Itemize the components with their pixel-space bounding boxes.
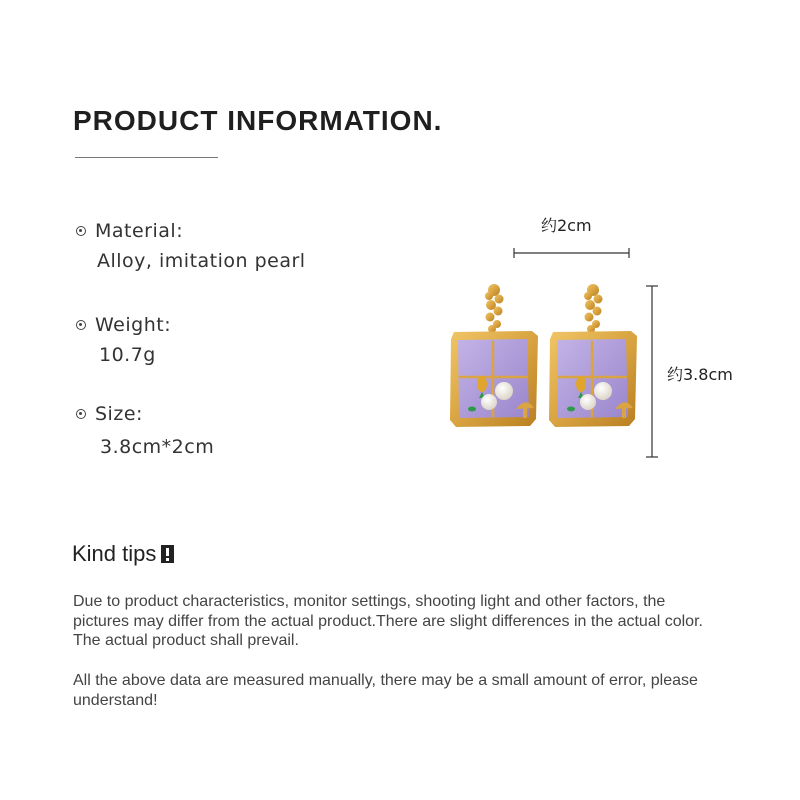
- spec-size: [76, 403, 214, 458]
- kind-tips-title: [72, 541, 174, 567]
- height-dimension-line: [646, 286, 658, 457]
- tips-paragraph: Due to product characteristics, monitor settings, shooting light and other factors, the pictures may differ from the actual product.There are slight differences in the actual color. The actual product shall prevail.: [73, 593, 703, 649]
- tips-paragraph: All the above data are measured manually, there may be a small amount of error, please understand!: [73, 672, 698, 709]
- page-title: PRODUCT INFORMATION.: [73, 105, 443, 136]
- spec-value: 10.7g: [99, 344, 156, 366]
- bullet-icon: [76, 409, 86, 419]
- width-dimension-label: 约2cm: [541, 216, 592, 235]
- title-underline: [75, 157, 218, 158]
- width-dimension-line: [514, 248, 629, 258]
- earring-right: [549, 284, 637, 427]
- spec-label: Size:: [95, 403, 143, 425]
- spec-weight: [76, 314, 171, 366]
- spec-value: 3.8cm*2cm: [100, 436, 215, 458]
- earrings-illustration: [440, 200, 760, 480]
- bullet-icon: [76, 320, 86, 330]
- exclamation-icon: [161, 545, 174, 563]
- earring-left: [450, 284, 538, 427]
- spec-label: Weight:: [95, 314, 172, 336]
- product-figure: [440, 200, 760, 480]
- spec-value: Alloy, imitation pearl: [97, 250, 306, 272]
- bullet-icon: [76, 226, 86, 236]
- kind-tips-label: Kind tips: [72, 541, 157, 566]
- spec-material: [76, 220, 306, 272]
- height-dimension-label: 约3.8cm: [667, 365, 733, 384]
- spec-label: Material:: [95, 220, 184, 242]
